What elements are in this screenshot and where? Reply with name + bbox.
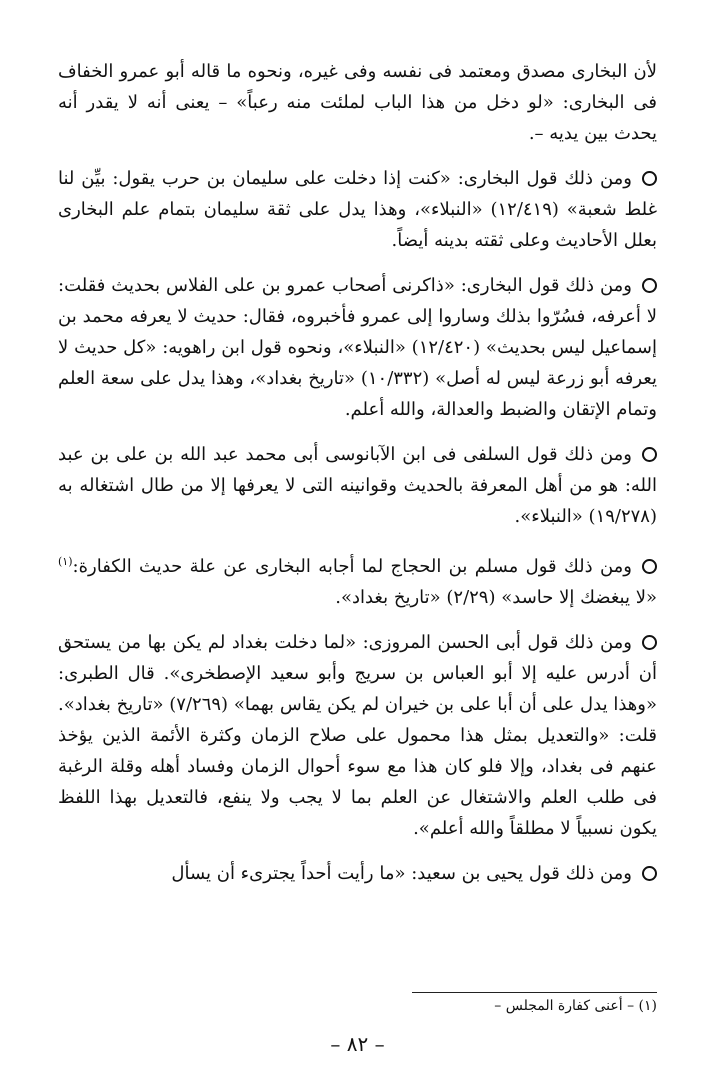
paragraph-text-after-note: «لا يبغضك إلا حاسد» (٢/٢٩) «تاريخ بغداد». xyxy=(335,587,657,608)
paragraph-text: ومن ذلك قول البخارى: «كنت إذا دخلت على سليمان بن حرب يقول: بيِّن لنا غلط شعبة» (١٢/٤١٩) «النبلاء»، وهذا يدل على ثقة سليمان بتمام علم البخارى بعلل الأحاديث وعلى ثقته بدينه أيضاً. xyxy=(58,168,657,251)
paragraph-bukhari-sulayman xyxy=(58,163,657,256)
paragraph-silafi xyxy=(58,439,657,532)
page-number: – ٨٢ – xyxy=(330,1032,385,1056)
paragraph-text: ومن ذلك قول يحيى بن سعيد: «ما رأيت أحداً يجترىء أن يسأل xyxy=(171,863,632,884)
paragraph-text: ومن ذلك قول أبى الحسن المروزى: «لما دخلت بغداد لم يكن بها من يستحق أن أدرس عليه إلا أبو العباس بن سريج وأبو سعيد الإصطخرى». قال الطبرى: «وهذا يدل على أن أبا على بن خيران لم يكن يقاس بهما» (٧/٢٦٩) «تاريخ بغداد». قلت: «والتعديل بمثل هذا محمول على صلاح الزمان وكثرة الأئمة الذين يؤخذ عنهم فى بغداد، وإلا فلو كان هذا مع سوء أحوال الزمان وفساد أهله وقلة الرغبة فى طلب العلم والاشتغال عن العلم بما لا يجب ولا ينفع، فالتعديل بهذا اللفظ يكون نسبياً لا مطلقاً والله أعلم». xyxy=(58,632,658,839)
footnote: (١) – أعنى كفارة المجلس – xyxy=(494,998,657,1014)
footnote-reference: (١) xyxy=(58,555,73,568)
paragraph-continuation xyxy=(58,56,657,149)
paragraph-text: ومن ذلك قول مسلم بن الحجاج لما أجابه البخارى عن علة حديث الكفارة: xyxy=(72,556,632,577)
paragraph-marwazi xyxy=(58,627,657,844)
footnote-divider xyxy=(412,992,657,993)
circle-bullet-icon xyxy=(642,278,657,293)
paragraph-text: لأن البخارى مصدق ومعتمد فى نفسه وفى غيره، ونحوه ما قاله أبو عمرو الخفاف فى البخارى: «لو دخل من هذا الباب لملئت منه رعباً» – يعنى أنه لا يقدر أنه يحدث بين يديه –. xyxy=(58,61,657,144)
paragraph-muslim xyxy=(58,546,657,613)
circle-bullet-icon xyxy=(642,559,657,574)
circle-bullet-icon xyxy=(642,171,657,186)
paragraph-text: ومن ذلك قول البخارى: «ذاكرنى أصحاب عمرو بن على الفلاس بحديث فقلت: لا أعرفه، فسُرّوا بذلك وساروا إلى عمرو فأخبروه، فقال: حديث لا يعرفه محمد بن إسماعيل ليس بحديث» (١٢/٤٢٠) «النبلاء»، ونحوه قول ابن راهويه: «كل حديث لا يعرفه أبو زرعة ليس له أصل» (١٠/٣٣٢) «تاريخ بغداد»، وهذا يدل على سعة العلم وتمام الإتقان والضبط والعدالة، والله أعلم. xyxy=(58,275,658,420)
paragraph-text: ومن ذلك قول السلفى فى ابن الآبانوسى أبى محمد عبد الله بن على بن عبد الله: هو من أهل المعرفة بالحديث وقوانينه التى لا يعرفها إلا من طال اشتغاله به (١٩/٢٧٨) «النبلاء». xyxy=(58,444,657,527)
circle-bullet-icon xyxy=(642,447,657,462)
paragraph-bukhari-fallas xyxy=(58,270,657,425)
paragraph-yahya xyxy=(58,858,657,889)
circle-bullet-icon xyxy=(642,635,657,650)
circle-bullet-icon xyxy=(642,866,657,881)
